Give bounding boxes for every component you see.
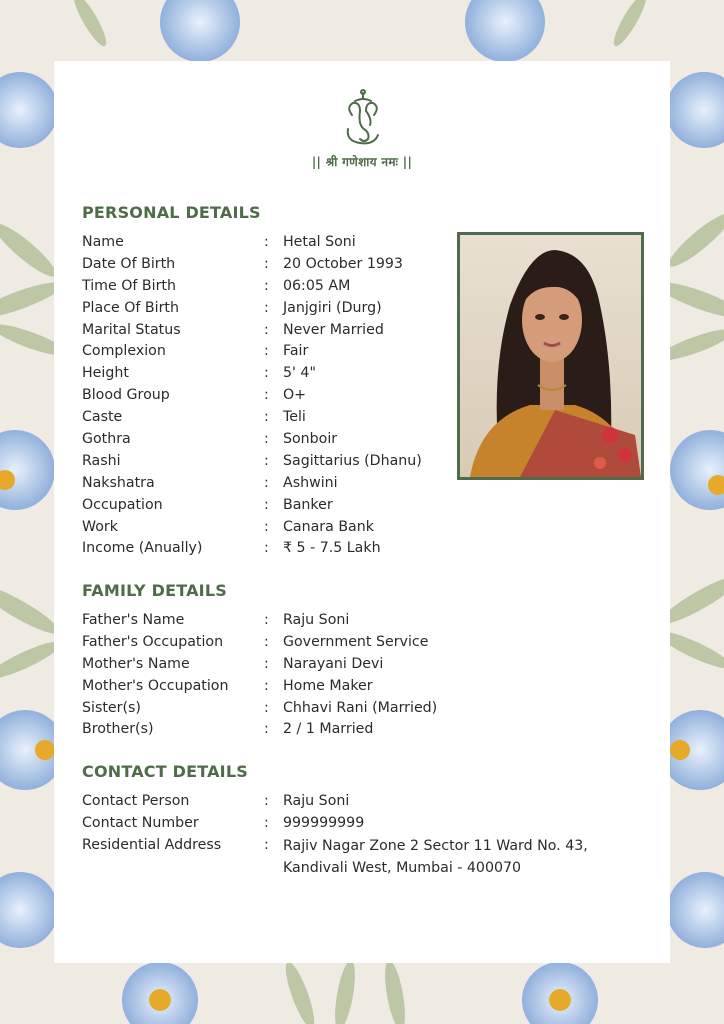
detail-label: Name — [82, 234, 124, 250]
detail-value: Fair — [283, 343, 309, 360]
detail-label: Gothra — [82, 431, 131, 448]
detail-label: Rashi — [82, 452, 121, 469]
detail-label: Blood Group — [82, 387, 170, 404]
separator: : — [264, 793, 269, 809]
detail-value: Rajiv Nagar Zone 2 Sector 11 Ward No. 43, Kandivali West, Mumbai - 400070 — [283, 837, 588, 876]
detail-value: Never Married — [283, 321, 384, 338]
separator: : — [264, 452, 269, 469]
separator: : — [264, 255, 269, 272]
detail-row-sisters — [82, 698, 642, 720]
detail-value: Canara Bank — [283, 518, 374, 535]
separator: : — [264, 677, 269, 694]
detail-label: Father's Name — [82, 612, 185, 628]
detail-label: Place Of Birth — [82, 299, 179, 316]
detail-value: Sonboir — [283, 431, 338, 448]
detail-row-work — [82, 517, 642, 539]
shloka-text: || श्री गणेशाय नमः || — [311, 155, 413, 169]
separator: : — [264, 518, 269, 535]
separator: : — [264, 496, 269, 513]
detail-value: Banker — [283, 496, 333, 513]
contact-details-list — [82, 791, 642, 879]
detail-label: Nakshatra — [82, 474, 155, 491]
contact-details-title: CONTACT DETAILS — [82, 762, 248, 781]
separator: : — [264, 612, 269, 628]
detail-label: Contact Number — [82, 814, 199, 831]
detail-label: Sister(s) — [82, 699, 141, 716]
family-details-list — [82, 610, 642, 741]
separator: : — [264, 633, 269, 650]
separator: : — [264, 365, 269, 382]
detail-value: Government Service — [283, 633, 429, 650]
separator: : — [264, 721, 269, 738]
detail-value: 2 / 1 Married — [283, 721, 374, 738]
detail-value: Janjgiri (Durg) — [283, 299, 382, 316]
separator: : — [264, 234, 269, 250]
detail-label: Height — [82, 365, 129, 382]
detail-label: Mother's Occupation — [82, 677, 229, 694]
detail-label: Residential Address — [82, 836, 222, 853]
detail-label: Complexion — [82, 343, 166, 360]
detail-value: 20 October 1993 — [283, 255, 403, 272]
detail-label: Contact Person — [82, 793, 190, 809]
detail-row-brothers — [82, 719, 642, 741]
separator: : — [264, 431, 269, 448]
detail-label: Income (Anually) — [82, 540, 203, 557]
detail-value: ₹ 5 - 7.5 Lakh — [283, 540, 381, 557]
separator: : — [264, 277, 269, 294]
portrait-image — [460, 235, 641, 477]
ganesha-icon — [340, 89, 386, 147]
separator: : — [264, 474, 269, 491]
detail-value: Ashwini — [283, 474, 338, 491]
detail-row-income — [82, 538, 642, 560]
detail-label: Time Of Birth — [82, 277, 176, 294]
separator: : — [264, 655, 269, 672]
detail-label: Date Of Birth — [82, 255, 176, 272]
detail-row-mothers-occupation — [82, 676, 642, 698]
profile-photo — [457, 232, 644, 480]
biodata-card — [54, 61, 670, 963]
detail-label: Occupation — [82, 496, 163, 513]
detail-value: Sagittarius (Dhanu) — [283, 452, 422, 469]
detail-label: Work — [82, 518, 118, 535]
separator: : — [264, 299, 269, 316]
detail-value: Home Maker — [283, 677, 373, 694]
detail-label: Father's Occupation — [82, 633, 224, 650]
separator: : — [264, 387, 269, 404]
detail-value: Chhavi Rani (Married) — [283, 699, 438, 716]
detail-label: Brother(s) — [82, 721, 154, 738]
personal-details-title: PERSONAL DETAILS — [82, 203, 261, 222]
detail-label: Marital Status — [82, 321, 181, 338]
separator: : — [264, 343, 269, 360]
detail-row-fathers-occupation — [82, 632, 642, 654]
detail-value: 5' 4" — [283, 365, 316, 382]
detail-value: Raju Soni — [283, 612, 350, 628]
detail-row-mothers-name — [82, 654, 642, 676]
family-details-title: FAMILY DETAILS — [82, 581, 227, 600]
detail-row-contact-number — [82, 813, 642, 835]
detail-value: Hetal Soni — [283, 234, 356, 250]
detail-row-address — [82, 835, 642, 879]
detail-row-fathers-name — [82, 610, 642, 632]
separator: : — [264, 321, 269, 338]
detail-label: Mother's Name — [82, 655, 190, 672]
separator: : — [264, 814, 269, 831]
detail-row-occupation — [82, 495, 642, 517]
separator: : — [264, 836, 269, 853]
detail-value: 999999999 — [283, 814, 365, 831]
separator: : — [264, 699, 269, 716]
detail-label: Caste — [82, 409, 123, 426]
detail-value: 06:05 AM — [283, 277, 351, 294]
detail-value: Teli — [283, 409, 306, 426]
detail-row-contact-person — [82, 791, 642, 813]
separator: : — [264, 409, 269, 426]
detail-value: Raju Soni — [283, 793, 350, 809]
separator: : — [264, 540, 269, 557]
detail-value: Narayani Devi — [283, 655, 384, 672]
detail-value: O+ — [283, 387, 307, 404]
